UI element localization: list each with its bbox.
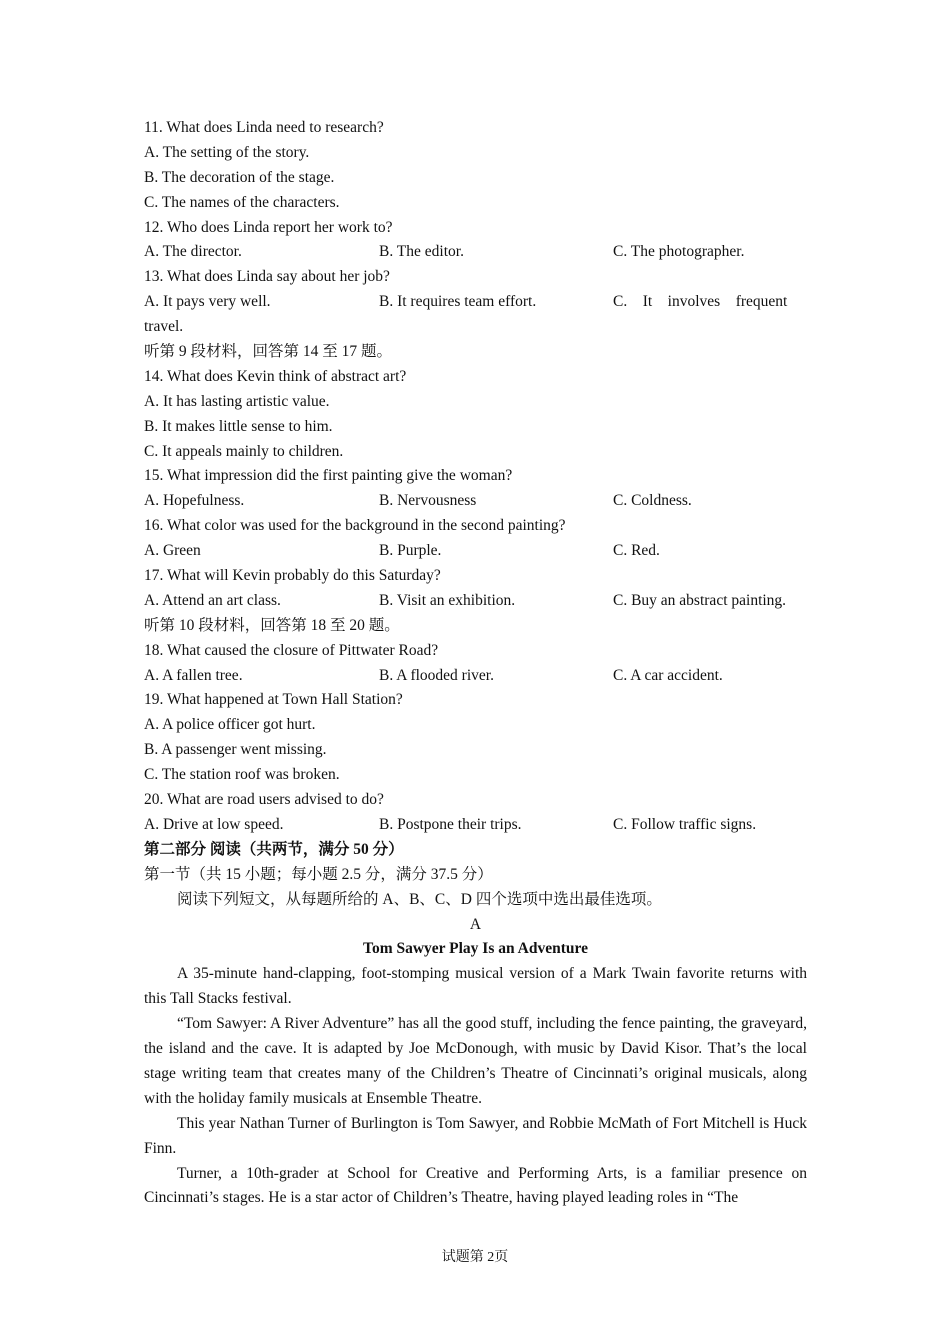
exam-page-content <box>144 116 807 1211</box>
option-b: B. It makes little sense to him. <box>144 417 333 435</box>
option-c: C. Coldness. <box>613 492 692 510</box>
options-row <box>144 664 807 689</box>
options-row <box>144 589 807 614</box>
question-18: 18. What caused the closure of Pittwater Road? <box>144 641 439 659</box>
question-20: 20. What are road users advised to do? <box>144 791 384 809</box>
option-a: A. The director. <box>144 243 242 261</box>
passage-paragraph: Turner, a 10th-grader at School for Creative and Performing Arts, is a familiar presence on Cincinnati’s stages. He is a star actor of Children’s Theatre, having played leading roles in “The <box>144 1164 807 1207</box>
page-footer: 试题第 2页 <box>441 1250 509 1265</box>
option-b: B. Visit an exhibition. <box>379 591 516 609</box>
option-c-continued: travel. <box>144 318 184 336</box>
option-b: B. Postpone their trips. <box>379 815 522 833</box>
question-17: 17. What will Kevin probably do this Saturday? <box>144 567 441 585</box>
option-b: B. Purple. <box>379 542 442 560</box>
options-row <box>144 813 807 838</box>
question-14: 14. What does Kevin think of abstract art? <box>144 367 407 385</box>
option-b: B. Nervousness <box>379 492 477 510</box>
option-a: A. Hopefulness. <box>144 492 245 510</box>
reading-instruction: 阅读下列短文，从每题所给的 A、B、C、D 四个选项中选出最佳选项。 <box>177 890 662 908</box>
option-a: A. Drive at low speed. <box>144 815 284 833</box>
question-12: 12. Who does Linda report her work to? <box>144 218 393 236</box>
option-c: C. The station roof was broken. <box>144 766 340 784</box>
passage-paragraph: “Tom Sawyer: A River Adventure” has all the good stuff, including the fence painting, the graveyard, the island and the cave. It is adapted by Joe McDonough, with music by David Kisor. That’s the local stage writing team that creates many of the Children’s Theatre of Cincinnati’s original musicals, along with the holiday family musicals at Ensemble Theatre. <box>144 1015 807 1107</box>
section-heading-9: 听第 9 段材料，回答第 14 至 17 题。 <box>144 343 393 361</box>
option-c: C. It appeals mainly to children. <box>144 442 344 460</box>
option-b: B. It requires team effort. <box>379 293 537 311</box>
passage-body <box>144 962 807 1211</box>
option-c: C. The names of the characters. <box>144 193 340 211</box>
option-a: A. It pays very well. <box>144 293 271 311</box>
passage-paragraph: This year Nathan Turner of Burlington is Tom Sawyer, and Robbie McMath of Fort Mitchell is Huck Finn. <box>144 1114 807 1157</box>
section-one-heading: 第一节（共 15 小题；每小题 2.5 分，满分 37.5 分） <box>144 865 493 883</box>
options-row <box>144 240 807 265</box>
option-a: A. A fallen tree. <box>144 666 243 684</box>
option-a: A. A police officer got hurt. <box>144 716 316 734</box>
options-row <box>144 539 807 564</box>
question-13: 13. What does Linda say about her job? <box>144 268 390 286</box>
option-c: C. It involves frequent <box>613 293 788 311</box>
passage-label: A <box>469 915 482 933</box>
option-c: C. Buy an abstract painting. <box>613 591 787 609</box>
passage-paragraph: A 35-minute hand-clapping, foot-stomping musical version of a Mark Twain favorite returns with this Tall Stacks festival. <box>144 965 807 1008</box>
option-b: B. A passenger went missing. <box>144 741 327 759</box>
option-a: A. The setting of the story. <box>144 143 310 161</box>
passage-title: Tom Sawyer Play Is an Adventure <box>363 940 588 958</box>
option-b: B. The editor. <box>379 243 464 261</box>
part-two-heading: 第二部分 阅读（共两节，满分 50 分） <box>144 840 404 858</box>
option-a: A. It has lasting artistic value. <box>144 392 330 410</box>
options-row <box>144 290 807 315</box>
option-c: C. Red. <box>613 542 660 560</box>
question-15: 15. What impression did the first painting give the woman? <box>144 467 513 485</box>
option-c: C. Follow traffic signs. <box>613 815 757 833</box>
options-row <box>144 489 807 514</box>
option-a: A. Attend an art class. <box>144 591 281 609</box>
option-b: B. The decoration of the stage. <box>144 168 335 186</box>
option-b: B. A flooded river. <box>379 666 494 684</box>
question-16: 16. What color was used for the background in the second painting? <box>144 517 566 535</box>
option-c: C. The photographer. <box>613 243 745 261</box>
question-19: 19. What happened at Town Hall Station? <box>144 691 403 709</box>
question-11: 11. What does Linda need to research? <box>144 119 384 136</box>
section-heading-10: 听第 10 段材料，回答第 18 至 20 题。 <box>144 616 400 634</box>
option-c: C. A car accident. <box>613 666 723 684</box>
option-a: A. Green <box>144 542 201 560</box>
